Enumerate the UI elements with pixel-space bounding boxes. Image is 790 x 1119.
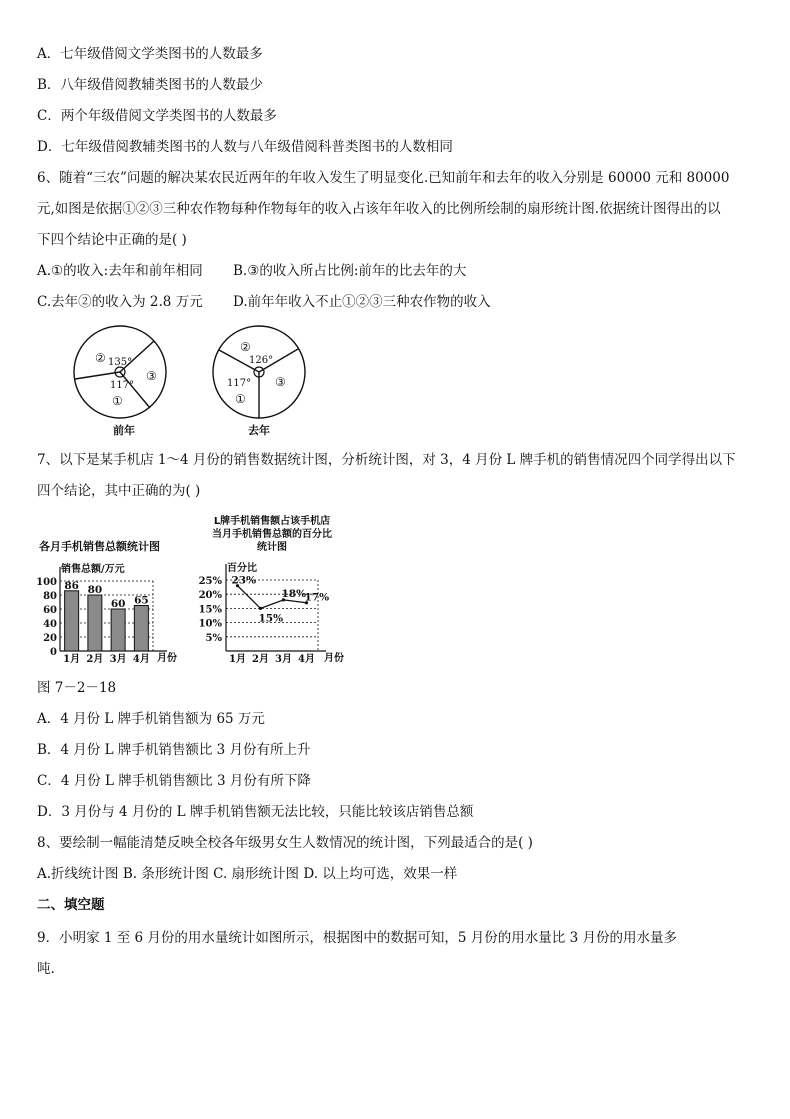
line-y-tick-label: 15% — [198, 604, 222, 616]
q7-stem-line2: 四个结论，其中正确的为( ) — [37, 483, 201, 499]
q8-options: A.折线统计图 B. 条形统计图 C. 扇形统计图 D. 以上均可选，效果一样 — [37, 866, 458, 882]
line-x-tick-label: 2月 — [252, 654, 269, 665]
line-x-tick-label: 1月 — [229, 654, 246, 665]
line-chart-xlabel: 月份 — [324, 653, 344, 664]
section-heading-fill-in: 二、填空题 — [37, 897, 105, 913]
bar-x-tick-label: 4月 — [132, 654, 150, 665]
line-value-label: 17% — [304, 591, 330, 604]
bar-value-label: 60 — [110, 598, 126, 610]
monthly-sales-bar-chart — [35, 535, 195, 665]
q8-stem: 8、要绘制一幅能清楚反映全校各年级男女生人数情况的统计图，下列最适合的是( ) — [37, 835, 533, 851]
pie-last-year — [213, 326, 305, 437]
line-y-tick-label: 20% — [198, 590, 222, 602]
line-chart-title-3: 统计图 — [257, 542, 287, 553]
q6-stem-line2: 元,如图是依据①②③三种农作物每种作物每年的收入占该年年收入的比例所绘制的扇形统计图.依据统计图得出的以 — [37, 201, 721, 217]
bar-2 — [88, 595, 102, 651]
q6-pie-figure — [70, 320, 320, 445]
q7-option-b: B．4 月份 L 牌手机销售额比 3 月份有所上升 — [37, 742, 311, 758]
pie-prev-label-1: ① — [112, 394, 123, 408]
q5-option-b: B．八年级借阅教辅类图书的人数最少 — [37, 77, 263, 93]
q7-option-a: A．4 月份 L 牌手机销售额为 65 万元 — [37, 711, 265, 727]
q6-option-a: A.①的收入:去年和前年相同 — [37, 263, 203, 279]
pie-last-label-1: ① — [235, 392, 246, 406]
line-point-2 — [259, 607, 262, 610]
bar-value-label: 65 — [134, 594, 149, 607]
bar-y-tick-label: 100 — [36, 577, 57, 588]
pie-prev-label-3: ③ — [146, 369, 157, 383]
q9-stem-line2: 吨. — [37, 961, 55, 977]
pie-last-angle-117: 117° — [227, 378, 252, 389]
q7-option-c: C．4 月份 L 牌手机销售额比 3 月份有所下降 — [37, 773, 311, 789]
q6-stem-line3: 下四个结论中正确的是( ) — [37, 232, 187, 248]
line-value-label: 15% — [258, 612, 284, 625]
q6-stem-line1: 6、随着“三农”问题的解决某农民近两年的年收入发生了明显变化.已知前年和去年的收入分别是 60000 元和 80000 — [37, 170, 730, 186]
bar-4 — [134, 606, 148, 652]
bar-y-tick-label: 20 — [43, 633, 57, 644]
bar-3 — [111, 609, 125, 651]
line-y-tick-label: 10% — [198, 618, 222, 630]
pie-last-label-3: ③ — [275, 375, 286, 389]
bar-x-tick-label: 3月 — [109, 654, 127, 665]
bar-value-label: 80 — [87, 584, 103, 596]
line-y-tick-label: 5% — [205, 632, 222, 644]
line-chart-title-2: 当月手机销售总额的百分比 — [212, 529, 332, 540]
pie-last-label-2: ② — [240, 340, 251, 354]
pie-prev-label-2: ② — [95, 351, 106, 365]
bar-value-label: 86 — [64, 579, 79, 592]
bar-chart-xlabel: 月份 — [157, 653, 177, 664]
line-x-tick-label: 4月 — [298, 654, 315, 665]
pie-last-angle-126: 126° — [249, 355, 274, 366]
bar-x-tick-label: 2月 — [86, 654, 104, 665]
bar-1 — [65, 591, 79, 651]
line-value-label: 23% — [231, 574, 257, 587]
line-x-tick-label: 3月 — [275, 654, 292, 665]
q5-option-c: C．两个年级借阅文学类图书的人数最多 — [37, 108, 277, 124]
bar-y-tick-label: 80 — [43, 591, 57, 602]
pie-prev-caption: 前年 — [113, 424, 135, 437]
bar-y-tick-label: 60 — [43, 605, 57, 616]
q6-option-c: C.去年②的收入为 2.8 万元 — [37, 294, 203, 310]
line-chart-title-1: L牌手机销售额占该手机店 — [213, 516, 331, 527]
bar-x-tick-label: 1月 — [63, 654, 81, 665]
q9-stem-line1: 9．小明家 1 至 6 月份的用水量统计如图所示，根据图中的数据可知，5 月份的用水量比 3 月份的用水量多 — [37, 930, 677, 946]
brand-share-line-chart — [190, 513, 355, 665]
q5-option-a: A．七年级借阅文学类图书的人数最多 — [37, 46, 263, 62]
bar-chart-title: 各月手机销售总额统计图 — [39, 540, 160, 553]
line-value-label: 18% — [281, 587, 307, 600]
q7-stem-line1: 7、以下是某手机店 1～4 月份的销售数据统计图，分析统计图，对 3，4 月份 L 牌手机的销售情况四个同学得出以下 — [37, 452, 736, 468]
bar-y-tick-label: 40 — [43, 619, 57, 630]
pie-previous-year — [74, 326, 166, 437]
q6-option-b: B.③的收入所占比例:前年的比去年的大 — [233, 263, 467, 279]
q7-figure-caption: 图 7－2－18 — [37, 680, 117, 696]
pie-prev-angle-135: 135° — [108, 357, 133, 368]
pie-prev-angle-117: 117° — [110, 380, 135, 391]
pie-last-caption: 去年 — [248, 424, 270, 437]
q7-option-d: D．3 月份与 4 月份的 L 牌手机销售额无法比较，只能比较该店销售总额 — [37, 804, 474, 820]
q5-option-d: D．七年级借阅教辅类图书的人数与八年级借阅科普类图书的人数相同 — [37, 139, 453, 155]
bar-y-tick-label: 0 — [50, 647, 57, 658]
line-chart-ylabel: 百分比 — [227, 563, 257, 574]
q6-option-d: D.前年年收入不止①②③三种农作物的收入 — [233, 294, 491, 310]
bar-chart-ylabel: 销售总额/万元 — [61, 564, 125, 575]
line-y-tick-label: 25% — [198, 576, 222, 587]
